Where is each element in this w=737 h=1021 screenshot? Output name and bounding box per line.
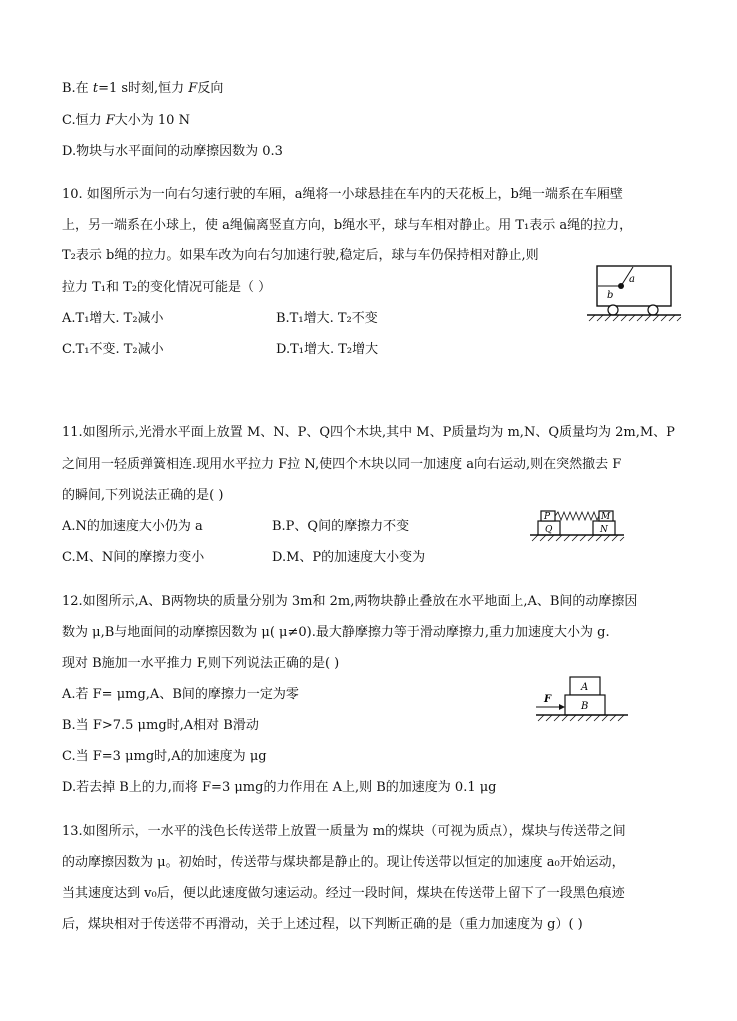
q12-stacked-blocks-figure (532, 674, 632, 724)
q10-stem-line-4: 拉力 T₁和 T₂的变化情况可能是（ ） (62, 280, 272, 295)
q11-stem-line-2: 之间用一轻质弹簧相连.现用水平拉力 F拉 N,使四个木块以同一加速度 a向右运动,则在突然撤去 F (62, 457, 622, 472)
q12-stem-line-2: 数为 μ,B与地面间的动摩擦因数为 μ( μ≠0).最大静摩擦力等于滑动摩擦力,重力加速度大小为 g. (62, 625, 610, 640)
q12-option-b: B.当 F>7.5 μmg时,A相对 B滑动 (62, 718, 259, 733)
ball (618, 283, 624, 289)
q12-option-d: D.若去掉 B上的力,而将 F=3 μmg的力作用在 A上,则 B的加速度为 0.1 μg (62, 780, 497, 795)
q9-option-d: D.物块与水平面间的动摩擦因数为 0.3 (62, 144, 283, 159)
q9-option-c: C.恒力 F大小为 10 N (62, 113, 190, 128)
q10-stem-line-1: 10. 如图所示为一向右匀速行驶的车厢，a绳将一小球悬挂在车内的天花板上，b绳一端系在车厢壁 (62, 187, 623, 202)
q10-carriage-figure (585, 262, 685, 322)
wheel-left (608, 305, 618, 315)
ground-hatching (532, 535, 624, 541)
label-P: P (544, 512, 551, 522)
label-a: a (629, 274, 635, 285)
label-M: M (601, 512, 611, 522)
q13-stem-line-3: 当其速度达到 v₀后，便以此速度做匀速运动。经过一段时间，煤块在传送带上留下了一段黑色痕迹 (62, 886, 625, 901)
q10-stem-line-3: T₂表示 b绳的拉力。如果车改为向右匀加速行驶,稳定后，球与车仍保持相对静止,则 (62, 248, 539, 263)
label-b: b (607, 290, 614, 301)
q13-stem-line-1: 13.如图所示，一水平的浅色长传送带上放置一质量为 m的煤块（可视为质点），煤块与传送带之间 (62, 824, 626, 839)
q13-stem-line-2: 的动摩擦因数为 μ。初始时，传送带与煤块都是静止的。现让传送带以恒定的加速度 a₀开始运动， (62, 855, 625, 870)
q11-option-a: A.N的加速度大小仍为 a (62, 519, 203, 534)
q11-stem-line-3: 的瞬间,下列说法正确的是( ) (62, 488, 224, 503)
q11-option-d: D.M、P的加速度大小变为 (272, 550, 426, 565)
label-A: A (581, 682, 589, 693)
label-F: F (544, 694, 552, 705)
label-Q: Q (545, 525, 553, 535)
q10-stem-line-2: 上，另一端系在小球上，使 a绳偏离竖直方向，b绳水平，球与车相对静止。用 T₁表示 a绳的拉力， (62, 218, 633, 233)
spring (555, 512, 599, 520)
q11-option-c: C.M、N间的摩擦力变小 (62, 550, 205, 565)
wheel-right (648, 305, 658, 315)
q11-option-b: B.P、Q间的摩擦力不变 (272, 519, 410, 534)
q10-option-c: C.T₁不变. T₂减小 (62, 342, 164, 357)
label-N: N (600, 525, 608, 535)
q10-option-d: D.T₁增大. T₂增大 (276, 342, 379, 357)
q11-blocks-figure (528, 506, 628, 544)
q12-stem-line-1: 12.如图所示,A、B两物块的质量分别为 3m和 2m,两物块静止叠放在水平地面上,A、B间的动摩擦因 (62, 594, 638, 609)
q10-option-a: A.T₁增大. T₂减小 (62, 311, 164, 326)
q12-option-c: C.当 F=3 μmg时,A的加速度为 μg (62, 749, 267, 764)
ground-hatching (538, 715, 624, 721)
ground-hatching (589, 315, 681, 321)
q9-option-b: B.在 t=1 s时刻,恒力 F反向 (62, 81, 224, 96)
q12-stem-line-3: 现对 B施加一水平推力 F,则下列说法正确的是( ) (62, 656, 340, 671)
q10-option-b: B.T₁增大. T₂不变 (276, 311, 378, 326)
q12-option-a: A.若 F= μmg,A、B间的摩擦力一定为零 (62, 687, 299, 702)
label-B: B (581, 701, 589, 712)
force-arrowhead (559, 704, 565, 710)
q11-stem-line-1: 11.如图所示,光滑水平面上放置 M、N、P、Q四个木块,其中 M、P质量均为 m,N、Q质量均为 2m,M、P (62, 425, 675, 440)
q13-stem-line-4: 后，煤块相对于传送带不再滑动，关于上述过程，以下判断正确的是（重力加速度为 g）( ) (62, 917, 583, 932)
